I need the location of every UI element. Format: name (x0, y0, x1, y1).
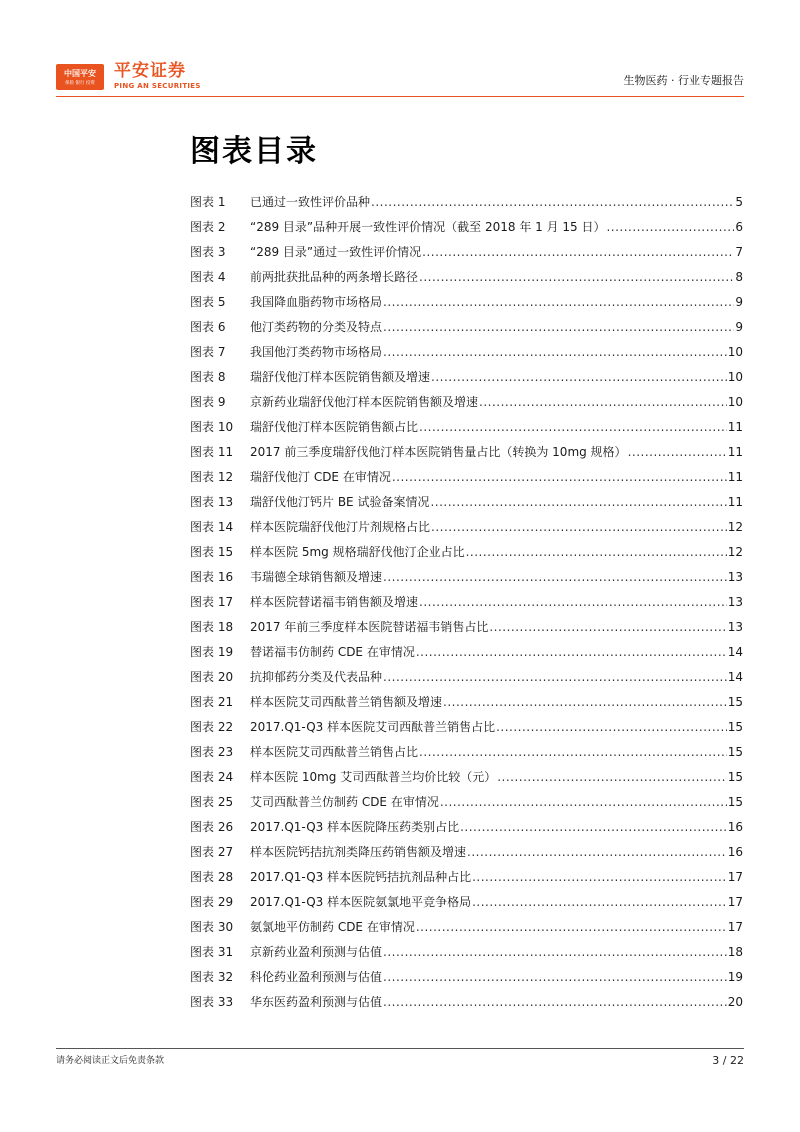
toc-dot-leader (496, 719, 727, 736)
toc-entry-page: 8 (735, 270, 743, 284)
toc-entry-label: 图表 2 (190, 220, 226, 234)
toc-dot-leader (383, 569, 727, 586)
toc-entry-label: 图表 1 (190, 195, 226, 209)
toc-dot-leader (479, 394, 727, 411)
toc-entry[interactable] (190, 565, 743, 590)
toc-entry-label: 图表 25 (190, 795, 234, 809)
toc-entry-title: 替诺福韦仿制药 CDE 在审情况 (250, 645, 415, 659)
toc-dot-leader (419, 269, 734, 286)
toc-entry-page: 12 (727, 545, 743, 559)
toc-dot-leader (430, 494, 726, 511)
toc-entry[interactable] (190, 915, 743, 940)
toc-entry[interactable] (190, 890, 743, 915)
toc-entry-title: 2017.Q1-Q3 样本医院降压药类别占比 (250, 820, 460, 834)
toc-dot-leader (383, 944, 727, 961)
toc-dot-leader (467, 844, 727, 861)
toc-entry-title: 样本医院替诺福韦销售额及增速 (250, 595, 419, 609)
toc-entry-page: 15 (727, 745, 743, 759)
toc-entry-title: “289 目录”品种开展一致性评价情况（截至 2018 年 1 月 15 日） (250, 220, 606, 234)
toc-dot-leader (466, 544, 727, 561)
toc-entry-title: 瑞舒伐他汀样本医院销售额占比 (250, 420, 419, 434)
toc-entry[interactable] (190, 840, 743, 865)
toc-dot-leader (497, 769, 727, 786)
toc-entry-title: 样本医院艾司西酞普兰销售额及增速 (250, 695, 443, 709)
toc-entry-page: 18 (727, 945, 743, 959)
toc-entry-title: 科伦药业盈利预测与估值 (250, 970, 383, 984)
toc-entry[interactable] (190, 715, 743, 740)
toc-entry-page: 12 (727, 520, 743, 534)
toc-entry-label: 图表 19 (190, 645, 234, 659)
toc-dot-leader (606, 219, 734, 236)
toc-entry[interactable] (190, 615, 743, 640)
toc-entry[interactable] (190, 815, 743, 840)
header-divider (56, 96, 744, 97)
toc-entry[interactable] (190, 340, 743, 365)
brand-subtitle: PING AN SECURITIES (114, 82, 201, 90)
footer-divider (56, 1048, 744, 1049)
toc-entry-label: 图表 21 (190, 695, 234, 709)
toc-entry[interactable] (190, 990, 743, 1015)
toc-entry-title: 氨氯地平仿制药 CDE 在审情况 (250, 920, 415, 934)
toc-entry[interactable] (190, 490, 743, 515)
toc-dot-leader (419, 744, 727, 761)
toc-entry-label: 图表 6 (190, 320, 226, 334)
logo-top-text: 中国平安 (64, 69, 96, 78)
toc-entry-page: 16 (727, 845, 743, 859)
toc-entry[interactable] (190, 540, 743, 565)
page-header (0, 0, 800, 100)
toc-entry-page: 16 (727, 820, 743, 834)
toc-entry-page: 17 (727, 870, 743, 884)
toc-entry-title: 2017.Q1-Q3 样本医院艾司西酞普兰销售占比 (250, 720, 496, 734)
toc-entry-title: 瑞舒伐他汀样本医院销售额及增速 (250, 370, 431, 384)
toc-entry-title: 我国他汀类药物市场格局 (250, 345, 383, 359)
toc-entry-page: 10 (727, 345, 743, 359)
toc-entry-title: 样本医院 10mg 艾司西酞普兰均价比较（元） (250, 770, 497, 784)
toc-entry-title: 样本医院艾司西酞普兰销售占比 (250, 745, 419, 759)
toc-dot-leader (392, 469, 727, 486)
toc-entry[interactable] (190, 665, 743, 690)
brand-name: 平安证券 (114, 61, 186, 81)
toc-entry-title: 样本医院瑞舒伐他汀片剂规格占比 (250, 520, 431, 534)
toc-entry-page: 10 (727, 395, 743, 409)
toc-dot-leader (419, 419, 727, 436)
toc-dot-leader (472, 894, 727, 911)
toc-entry-label: 图表 17 (190, 595, 234, 609)
toc-entry-page: 7 (735, 245, 743, 259)
toc-entry-label: 图表 9 (190, 395, 226, 409)
toc-entry[interactable] (190, 865, 743, 890)
toc-entry-label: 图表 27 (190, 845, 234, 859)
toc-entry-page: 17 (727, 920, 743, 934)
toc-entry[interactable] (190, 515, 743, 540)
toc-entry[interactable] (190, 965, 743, 990)
toc-dot-leader (383, 669, 727, 686)
toc-entry-title: 2017 前三季度瑞舒伐他汀样本医院销售量占比（转换为 10mg 规格） (250, 445, 627, 459)
footer-disclaimer: 请务必阅读正文后免责条款 (56, 1056, 165, 1066)
toc-entry-title: 样本医院钙拮抗剂类降压药销售额及增速 (250, 845, 467, 859)
toc-entry-title: 抗抑郁药分类及代表品种 (250, 670, 383, 684)
toc-entry-label: 图表 12 (190, 470, 234, 484)
page-title: 图表目录 (190, 134, 318, 169)
toc-dot-leader (440, 794, 727, 811)
toc-entry[interactable] (190, 390, 743, 415)
toc-dot-leader (383, 994, 727, 1011)
toc-dot-leader (443, 694, 727, 711)
toc-entry-label: 图表 26 (190, 820, 234, 834)
toc-entry-title: 2017.Q1-Q3 样本医院氨氯地平竞争格局 (250, 895, 472, 909)
toc-entry-page: 15 (727, 720, 743, 734)
toc-dot-leader (431, 369, 727, 386)
toc-entry-label: 图表 4 (190, 270, 226, 284)
toc-entry-title: 他汀类药物的分类及特点 (250, 320, 383, 334)
toc-entry-label: 图表 15 (190, 545, 234, 559)
toc-entry-label: 图表 30 (190, 920, 234, 934)
toc-entry[interactable] (190, 265, 743, 290)
toc-dot-leader (416, 644, 727, 661)
toc-entry-title: 前两批获批品种的两条增长路径 (250, 270, 419, 284)
toc-entry-label: 图表 10 (190, 420, 234, 434)
toc-entry[interactable] (190, 290, 743, 315)
toc-entry-page: 13 (727, 595, 743, 609)
toc-entry-page: 11 (727, 420, 743, 434)
toc-entry-label: 图表 18 (190, 620, 234, 634)
toc-entry-title: 已通过一致性评价品种 (250, 195, 371, 209)
logo-bottom-text: 保险 银行 投资 (65, 80, 95, 86)
toc-entry-label: 图表 28 (190, 870, 234, 884)
toc-entry-label: 图表 20 (190, 670, 234, 684)
toc-entry-page: 13 (727, 620, 743, 634)
toc-entry[interactable] (190, 790, 743, 815)
toc-entry-label: 图表 14 (190, 520, 234, 534)
toc-entry-page: 13 (727, 570, 743, 584)
toc-entry-title: 瑞舒伐他汀 CDE 在审情况 (250, 470, 391, 484)
figure-table-of-contents (190, 190, 743, 1015)
toc-entry[interactable] (190, 940, 743, 965)
toc-entry[interactable] (190, 590, 743, 615)
toc-entry-label: 图表 13 (190, 495, 234, 509)
toc-entry-label: 图表 24 (190, 770, 234, 784)
toc-entry[interactable] (190, 440, 743, 465)
toc-entry-label: 图表 7 (190, 345, 226, 359)
toc-entry-label: 图表 29 (190, 895, 234, 909)
toc-entry-label: 图表 3 (190, 245, 226, 259)
toc-entry-page: 11 (727, 495, 743, 509)
toc-entry-page: 10 (727, 370, 743, 384)
toc-entry[interactable] (190, 215, 743, 240)
toc-entry-page: 15 (727, 795, 743, 809)
toc-entry[interactable] (190, 640, 743, 665)
ping-an-logo (56, 64, 104, 90)
toc-entry-label: 图表 22 (190, 720, 234, 734)
toc-dot-leader (416, 919, 727, 936)
toc-dot-leader (489, 619, 726, 636)
toc-entry-page: 6 (735, 220, 743, 234)
toc-entry[interactable] (190, 240, 743, 265)
toc-entry-page: 14 (727, 645, 743, 659)
toc-entry-label: 图表 23 (190, 745, 234, 759)
toc-entry[interactable] (190, 765, 743, 790)
toc-dot-leader (472, 869, 727, 886)
toc-dot-leader (419, 594, 727, 611)
toc-dot-leader (383, 969, 727, 986)
toc-entry-title: 京新药业瑞舒伐他汀样本医院销售额及增速 (250, 395, 479, 409)
toc-dot-leader (460, 819, 727, 836)
toc-entry-label: 图表 33 (190, 995, 234, 1009)
toc-entry-title: 2017.Q1-Q3 样本医院钙拮抗剂品种占比 (250, 870, 472, 884)
report-category: 生物医药 · 行业专题报告 (623, 74, 744, 87)
toc-entry-page: 5 (735, 195, 743, 209)
toc-entry-title: 艾司西酞普兰仿制药 CDE 在审情况 (250, 795, 439, 809)
toc-entry-page: 11 (727, 445, 743, 459)
toc-dot-leader (431, 519, 727, 536)
toc-entry-title: 韦瑞德全球销售额及增速 (250, 570, 383, 584)
toc-entry-page: 20 (727, 995, 743, 1009)
toc-dot-leader (371, 194, 734, 211)
toc-dot-leader (383, 294, 734, 311)
toc-entry-title: 样本医院 5mg 规格瑞舒伐他汀企业占比 (250, 545, 465, 559)
toc-entry-title: 瑞舒伐他汀钙片 BE 试验备案情况 (250, 495, 430, 509)
toc-entry-title: 2017 年前三季度样本医院替诺福韦销售占比 (250, 620, 489, 634)
toc-entry-page: 15 (727, 695, 743, 709)
page-number: 3 / 22 (712, 1054, 744, 1067)
toc-dot-leader (628, 444, 727, 461)
toc-entry-title: 我国降血脂药物市场格局 (250, 295, 383, 309)
toc-entry[interactable] (190, 465, 743, 490)
toc-entry-page: 15 (727, 770, 743, 784)
toc-entry-title: 京新药业盈利预测与估值 (250, 945, 383, 959)
toc-dot-leader (383, 319, 734, 336)
toc-entry-title: 华东医药盈利预测与估值 (250, 995, 383, 1009)
toc-entry-title: “289 目录”通过一致性评价情况 (250, 245, 422, 259)
toc-entry-page: 9 (735, 295, 743, 309)
toc-entry[interactable] (190, 315, 743, 340)
toc-entry[interactable] (190, 190, 743, 215)
toc-dot-leader (422, 244, 734, 261)
toc-dot-leader (383, 344, 727, 361)
toc-entry-page: 14 (727, 670, 743, 684)
toc-entry-label: 图表 32 (190, 970, 234, 984)
toc-entry[interactable] (190, 690, 743, 715)
toc-entry[interactable] (190, 415, 743, 440)
toc-entry-label: 图表 31 (190, 945, 234, 959)
toc-entry-label: 图表 11 (190, 445, 234, 459)
toc-entry-page: 17 (727, 895, 743, 909)
toc-entry[interactable] (190, 740, 743, 765)
toc-entry-page: 19 (727, 970, 743, 984)
toc-entry-label: 图表 5 (190, 295, 226, 309)
toc-entry[interactable] (190, 365, 743, 390)
toc-entry-label: 图表 8 (190, 370, 226, 384)
toc-entry-page: 9 (735, 320, 743, 334)
toc-entry-label: 图表 16 (190, 570, 234, 584)
toc-entry-page: 11 (727, 470, 743, 484)
